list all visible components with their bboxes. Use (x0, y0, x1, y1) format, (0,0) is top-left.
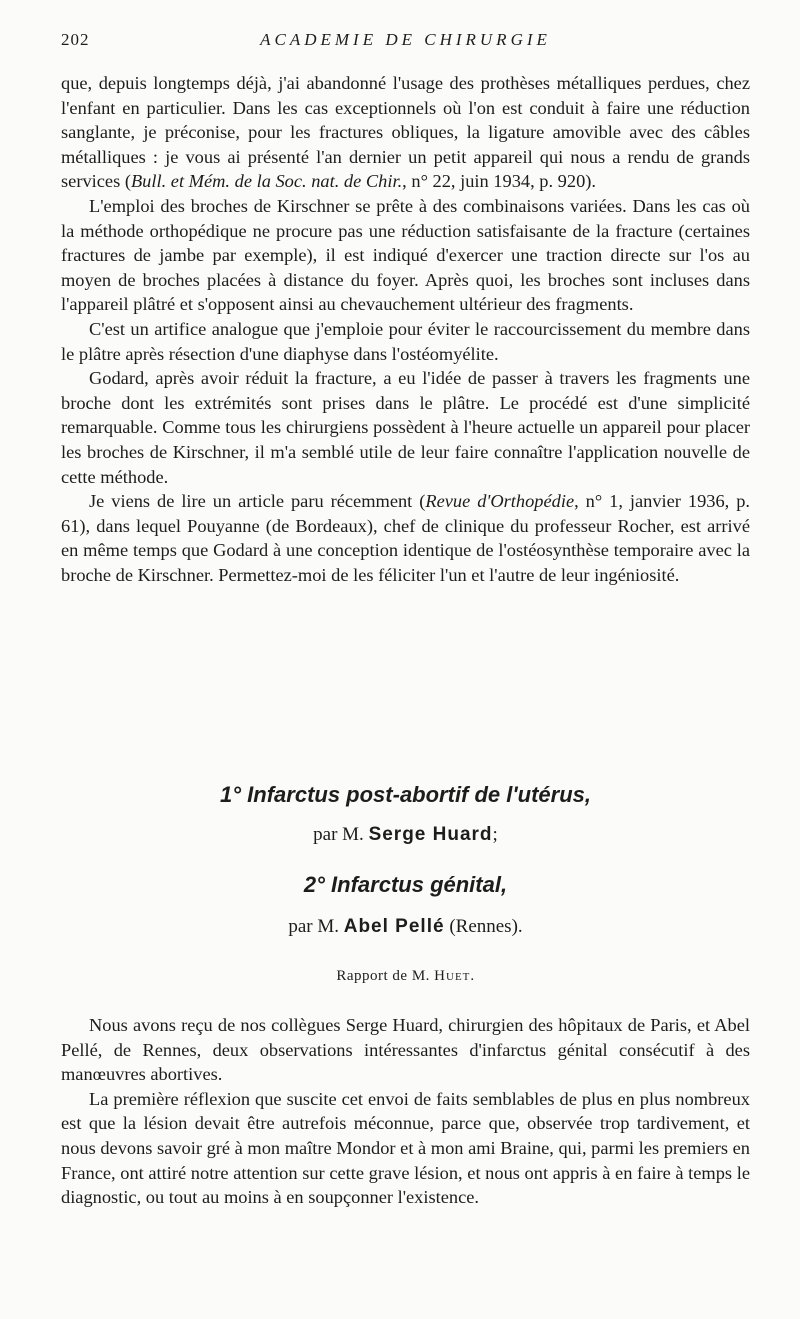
section-title-2: 2° Infarctus génital, (303, 872, 508, 897)
paragraph: Je viens de lire un article paru récemment (Revue d'Orthopédie, n° 1, janvier 1936, p. 61), dans lequel Pouyanne (de Bordeaux), chef de clinique du professeur Rocher, est arrivé en même temps que Godard à une conception identique de l'ostéosynthèse temporaire avec la broche de Kirschner. Permettez-moi de les féliciter l'un et l'autre de leur ingéniosité. (61, 491, 750, 585)
page-number: 202 (61, 30, 90, 49)
paragraph: L'emploi des broches de Kirschner se prête à des combinaisons variées. Dans les cas où la méthode orthopédique ne procure pas une réduction satisfaisante de la fracture (certaines fractures de jambe par exemple), il est indiqué d'exercer une traction directe sur l'os au moyen de broches placées à distance du foyer. Après quoi, les broches sont incluses dans l'appareil plâtré et s'opposent ainsi au chevauchement ultérieur des fragments. (61, 195, 750, 315)
author-name: Abel Pellé (343, 916, 445, 937)
author-name: Serge Huard (368, 824, 493, 845)
paragraph: Nous avons reçu de nos collègues Serge Huard, chirurgien des hôpitaux de Paris, et Abel Pellé, de Rennes, deux observations intéressantes d'infarctus génital consécutif à des manœuvres abortives. (61, 1015, 750, 1085)
citation: Bull. et Mém. de la Soc. nat. de Chir. (130, 171, 403, 192)
article-continuation (61, 71, 750, 587)
citation: Revue d'Orthopédie (425, 491, 575, 512)
paragraph: que, depuis longtemps déjà, j'ai abandonné l'usage des prothèses métalliques perdues, chez l'enfant en particulier. Dans les cas exceptionnels où l'on est conduit à faire une réduction sanglante, je préconise, pour les fractures obliques, la ligature amovible avec des câbles métalliques : je vous ai présenté l'an dernier un petit appareil qui nous a rendu de grands services (Bull. et Mém. de la Soc. nat. de Chir., n° 22, juin 1934, p. 920). (61, 73, 750, 192)
running-title: ACADEMIE DE CHIRURGIE (260, 30, 551, 49)
report-body (61, 1013, 750, 1210)
paragraph: Godard, après avoir réduit la fracture, a eu l'idée de passer à travers les fragments une broche dont les extrémités sont prises dans le plâtre. Le procédé est d'une simplicité remarquable. Comme tous les chirurgiens possèdent à l'heure actuelle un appareil pour placer les broches de Kirschner, il m'a semblé utile de leur faire connaître l'application nouvelle de cette méthode. (61, 368, 750, 487)
byline-2: par M. Abel Pellé (Rennes). (288, 916, 523, 937)
paragraph: La première réflexion que suscite cet envoi de faits semblables de plus en plus nombreux est que la lésion devait être autrefois méconnue, parce que, observée trop tardivement, et nous devons savoir gré à mon maître Mondor et à mon ami Braine, qui, parmi les premiers en France, ont attiré notre attention sur cette grave lésion, et nous ont appris à en faire à temps le diagnostic, ou tout au moins à en soupçonner l'existence. (61, 1088, 750, 1208)
reporter-name: Huet (434, 968, 471, 984)
section-title-1: 1° Infarctus post-abortif de l'utérus, (220, 782, 591, 807)
paragraph: C'est un artifice analogue que j'emploie pour éviter le raccourcissement du membre dans le plâtre après résection d'une diaphyse dans l'ostéomyélite. (61, 318, 750, 364)
running-header (61, 30, 750, 56)
byline-1: par M. Serge Huard; (313, 824, 498, 845)
report-line: Rapport de M. Huet. (336, 968, 475, 984)
